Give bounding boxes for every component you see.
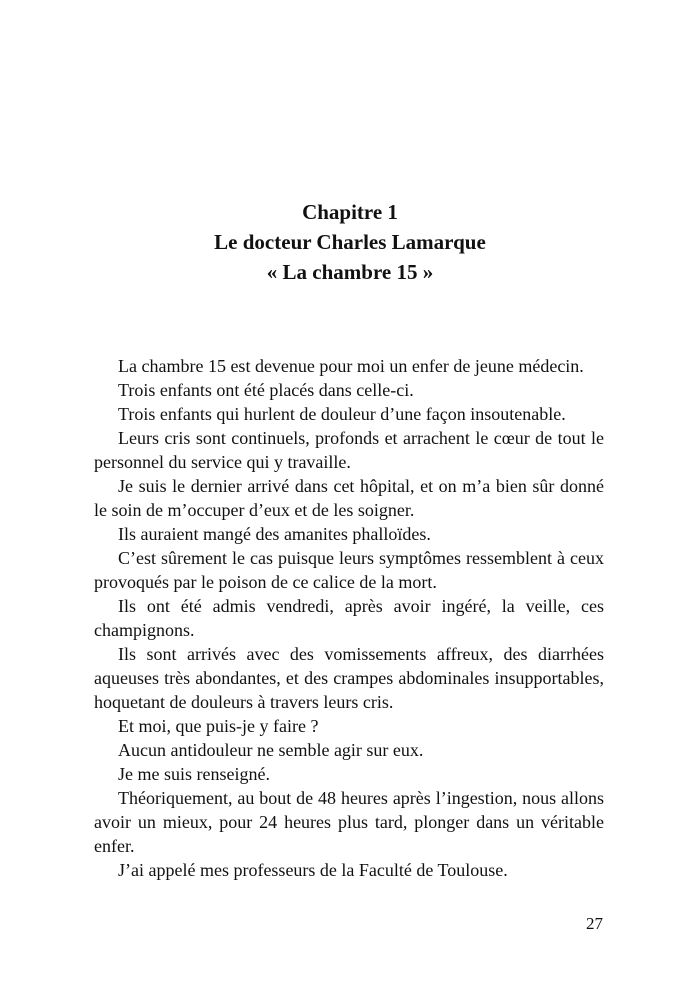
paragraph: Aucun antidouleur ne semble agir sur eux. [118, 740, 424, 760]
paragraph: C’est sûrement le cas puisque leurs symptômes ressemblent à ceux provoqués par le poison de ce calice de la mort. [94, 548, 604, 592]
paragraph: Trois enfants qui hurlent de douleur d’une façon insoutenable. [118, 404, 566, 424]
chapter-number: Chapitre 1 [302, 200, 398, 224]
paragraph: Trois enfants ont été placés dans celle-ci. [118, 380, 414, 400]
chapter-heading [0, 197, 700, 287]
paragraph: Ils ont été admis vendredi, après avoir ingéré, la veille, ces champignons. [94, 596, 604, 640]
paragraph: La chambre 15 est devenue pour moi un enfer de jeune médecin. [118, 356, 584, 376]
chapter-title: Le docteur Charles Lamarque [214, 230, 486, 254]
paragraph: Je suis le dernier arrivé dans cet hôpital, et on m’a bien sûr donné le soin de m’occuper d’eux et de les soigner. [94, 476, 604, 520]
paragraph: Ils auraient mangé des amanites phalloïdes. [118, 524, 431, 544]
paragraph: Théoriquement, au bout de 48 heures après l’ingestion, nous allons avoir un mieux, pour 24 heures plus tard, plonger dans un véritable enfer. [94, 788, 604, 856]
paragraph: Leurs cris sont continuels, profonds et arrachent le cœur de tout le personnel du service qui y travaille. [94, 428, 604, 472]
paragraph: Ils sont arrivés avec des vomissements affreux, des diarrhées aqueuses très abondantes, et des crampes abdominales insupportables, hoquetant de douleurs à travers leurs cris. [94, 644, 604, 712]
body-text [94, 354, 604, 882]
paragraph: Je me suis renseigné. [118, 764, 270, 784]
paragraph: Et moi, que puis-je y faire ? [118, 716, 319, 736]
page-number: 27 [586, 914, 603, 933]
chapter-subtitle: « La chambre 15 » [266, 260, 434, 284]
paragraph: J’ai appelé mes professeurs de la Faculté de Toulouse. [118, 860, 508, 880]
